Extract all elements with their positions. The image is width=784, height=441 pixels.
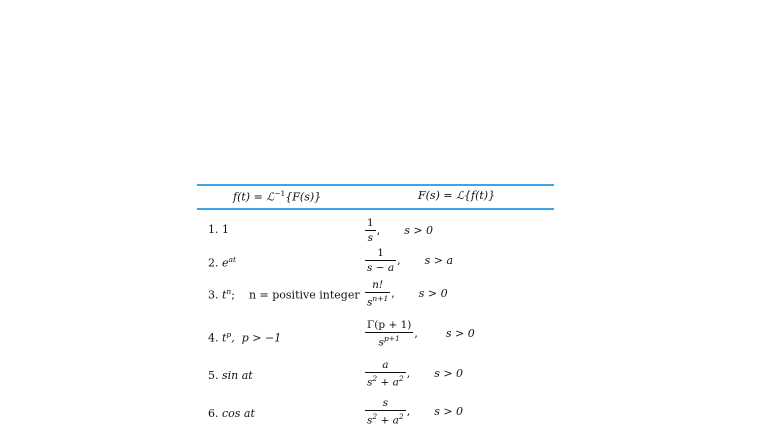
row-transform: $\frac{1}{s - a}$ , s > a bbox=[367, 247, 454, 274]
header-left-post: {F(s)} bbox=[285, 190, 322, 204]
row-function: 5. sin at bbox=[208, 369, 253, 382]
header-transform: F(s) = ℒ{f(t)} bbox=[418, 189, 496, 202]
table-row bbox=[197, 218, 554, 248]
fraction: $\frac{1}{s}$ bbox=[367, 217, 374, 244]
row-function: 3. $t^n$; n = positive integer bbox=[208, 287, 360, 302]
row-condition: s > a bbox=[424, 254, 454, 267]
table-row bbox=[197, 320, 554, 354]
row-condition: s > 0 bbox=[434, 405, 464, 419]
header-left-sup: −1 bbox=[274, 189, 286, 198]
table-row bbox=[197, 398, 554, 432]
fraction: $\frac{n!}{s^{n+1}}$ bbox=[367, 279, 389, 308]
fraction: $\frac{\Gamma(p + 1)}{s^{p+1}}$ bbox=[367, 319, 412, 348]
row-transform: $\frac{\Gamma(p + 1)}{s^{p+1}}$ , s > 0 bbox=[367, 319, 475, 348]
row-transform: $\frac{n!}{s^{n+1}}$ , s > 0 bbox=[367, 279, 448, 308]
table-header-rule bbox=[197, 208, 554, 210]
row-transform: $\frac{a}{s^2 + a^2}$ , s > 0 bbox=[367, 359, 464, 388]
table-row bbox=[197, 248, 554, 280]
row-transform: $\frac{1}{s}$ , s > 0 bbox=[367, 217, 434, 244]
row-function: 2. $e^{at}$ bbox=[208, 255, 237, 270]
table-row bbox=[197, 360, 554, 394]
row-condition: s > 0 bbox=[445, 327, 475, 341]
fraction: $\frac{s}{s^2 + a^2}$ bbox=[367, 397, 404, 426]
row-function: 4. $t^p$, p > −1 bbox=[208, 330, 282, 345]
row-function: 6. cos at bbox=[208, 407, 255, 420]
table-top-rule bbox=[197, 184, 554, 186]
fraction: $\frac{a}{s^2 + a^2}$ bbox=[367, 359, 404, 388]
row-condition: s > 0 bbox=[434, 367, 464, 381]
row-condition: s > 0 bbox=[418, 287, 448, 301]
table-row bbox=[197, 280, 554, 310]
header-inverse-transform bbox=[233, 189, 321, 204]
header-left-text: f(t) = ℒ bbox=[233, 190, 275, 204]
row-transform: $\frac{s}{s^2 + a^2}$ , s > 0 bbox=[367, 397, 464, 426]
row-condition: s > 0 bbox=[404, 224, 434, 237]
row-function: 1. 1 bbox=[208, 223, 229, 236]
fraction: $\frac{1}{s - a}$ bbox=[367, 247, 395, 274]
